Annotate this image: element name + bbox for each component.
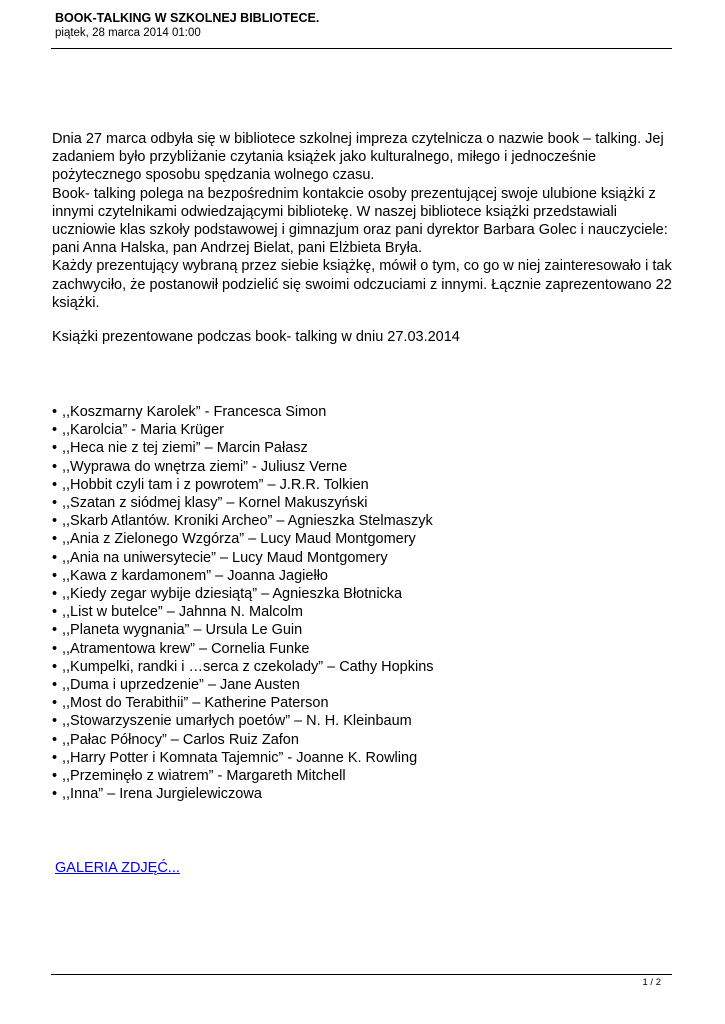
list-item: [52, 712, 677, 730]
book-list-intro: Książki prezentowane podczas book- talking w dniu 27.03.2014: [52, 329, 460, 346]
book-list: [52, 403, 677, 803]
book-entry: ,,Kawa z kardamonem” – Joanna Jagiełło: [62, 567, 328, 584]
list-item: [52, 621, 677, 639]
book-entry: ,,Skarb Atlantów. Kroniki Archeo” – Agnieszka Stelmaszyk: [62, 513, 433, 530]
book-entry: ,,Ania z Zielonego Wzgórza” – Lucy Maud Montgomery: [62, 531, 416, 548]
list-item: [52, 530, 677, 548]
header-divider: [51, 48, 672, 49]
book-entry: ,,Most do Terabithii” – Katherine Paterson: [62, 695, 329, 712]
book-entry: ,,Harry Potter i Komnata Tajemnic” - Joanne K. Rowling: [62, 749, 418, 766]
list-item: [52, 476, 677, 494]
list-item: [52, 512, 677, 530]
publication-date: piątek, 28 marca 2014 01:00: [55, 27, 201, 39]
list-item: [52, 458, 677, 476]
bullet-icon: •: [52, 495, 58, 512]
document-header: [55, 11, 675, 40]
bullet-icon: •: [52, 422, 58, 439]
book-entry: ,,Hobbit czyli tam i z powrotem” – J.R.R. Tolkien: [62, 476, 369, 493]
book-entry: ,,Ania na uniwersytecie” – Lucy Maud Montgomery: [62, 549, 388, 566]
bullet-icon: •: [52, 658, 58, 675]
book-entry: ,,Duma i uprzedzenie” – Jane Austen: [62, 677, 300, 694]
list-item: [52, 439, 677, 457]
bullet-icon: •: [52, 768, 58, 785]
bullet-icon: •: [52, 476, 58, 493]
intro-paragraph: Dnia 27 marca odbyła się w bibliotece szkolnej impreza czytelnicza o nazwie book – talking. Jej zadaniem było przybliżanie czytania książek jako kulturalnego, miłego i jednocześnie pożytecznego sposobu spędzania wolnego czasu.: [52, 131, 664, 184]
bullet-icon: •: [52, 749, 58, 766]
bullet-icon: •: [52, 531, 58, 548]
bullet-icon: •: [52, 440, 58, 457]
list-item: [52, 421, 677, 439]
list-item: [52, 549, 677, 567]
list-item: [52, 494, 677, 512]
bullet-icon: •: [52, 713, 58, 730]
book-entry: ,,List w butelce” – Jahnna N. Malcolm: [62, 604, 303, 621]
bullet-icon: •: [52, 404, 58, 420]
list-item: [52, 731, 677, 749]
bullet-icon: •: [52, 677, 58, 694]
list-item: [52, 749, 677, 767]
bullet-icon: •: [52, 458, 58, 475]
bullet-icon: •: [52, 695, 58, 712]
book-entry: ,,Stowarzyszenie umarłych poetów” – N. H. Kleinbaum: [62, 713, 412, 730]
book-entry: ,,Planeta wygnania” – Ursula Le Guin: [62, 622, 303, 639]
bullet-icon: •: [52, 549, 58, 566]
list-item: [52, 603, 677, 621]
list-item: [52, 785, 677, 803]
list-item: [52, 403, 677, 421]
page-number: 1 / 2: [642, 977, 661, 988]
book-entry: ,,Przeminęło z wiatrem” - Margareth Mitchell: [62, 768, 346, 785]
article-body: [52, 130, 677, 346]
bullet-icon: •: [52, 604, 58, 621]
list-item: [52, 640, 677, 658]
book-entry: ,,Heca nie z tej ziemi” – Marcin Pałasz: [62, 440, 308, 457]
book-entry: ,,Pałac Północy” – Carlos Ruiz Zafon: [62, 731, 299, 748]
book-entry: ,,Kiedy zegar wybije dziesiątą” – Agnieszka Błotnicka: [62, 586, 403, 603]
bullet-icon: •: [52, 567, 58, 584]
bullet-icon: •: [52, 513, 58, 530]
book-entry: ,,Szatan z siódmej klasy” – Kornel Makuszyński: [62, 495, 368, 512]
photo-gallery-link[interactable]: GALERIA ZDJĘĆ...: [55, 860, 180, 876]
list-item: [52, 658, 677, 676]
book-entry: ,,Wyprawa do wnętrza ziemi” - Juliusz Verne: [62, 458, 348, 475]
book-entry: ,,Karolcia” - Maria Krüger: [62, 422, 224, 439]
description-paragraph: Book- talking polega na bezpośrednim kontakcie osoby prezentującej swoje ulubione książki z innymi czytelnikami odwiedzającymi bibliotekę. W naszej bibliotece książki przedstawiali uczniowie klas szkoły podstawowej i gimnazjum oraz pani dyrektor Barbara Golec i nauczyciele: pani Anna Halska, pan Andrzej Bielat, pani Elżbieta Bryła.: [52, 185, 668, 257]
list-item: [52, 694, 677, 712]
book-entry: ,,Kumpelki, randki i …serca z czekolady” – Cathy Hopkins: [62, 658, 434, 675]
book-entry: ,,Koszmarny Karolek” - Francesca Simon: [62, 404, 327, 420]
book-entry: ,,Atramentowa krew” – Cornelia Funke: [62, 640, 310, 657]
list-item: [52, 585, 677, 603]
bullet-icon: •: [52, 786, 58, 803]
list-item: [52, 567, 677, 585]
list-item: [52, 767, 677, 785]
list-item: [52, 676, 677, 694]
bullet-icon: •: [52, 640, 58, 657]
bullet-icon: •: [52, 622, 58, 639]
document-title: BOOK-TALKING W SZKOLNEJ BIBLIOTECE.: [55, 11, 320, 25]
footer-divider: [51, 974, 672, 975]
book-entry: ,,Inna” – Irena Jurgielewiczowa: [62, 786, 262, 803]
bullet-icon: •: [52, 731, 58, 748]
summary-paragraph: Każdy prezentujący wybraną przez siebie książkę, mówił o tym, co go w niej zainteresowało i tak zachwyciło, że postanowił podzielić się swoimi odczuciami z innymi. Łącznie zaprezentowano 22 książki.: [52, 258, 672, 311]
bullet-icon: •: [52, 586, 58, 603]
